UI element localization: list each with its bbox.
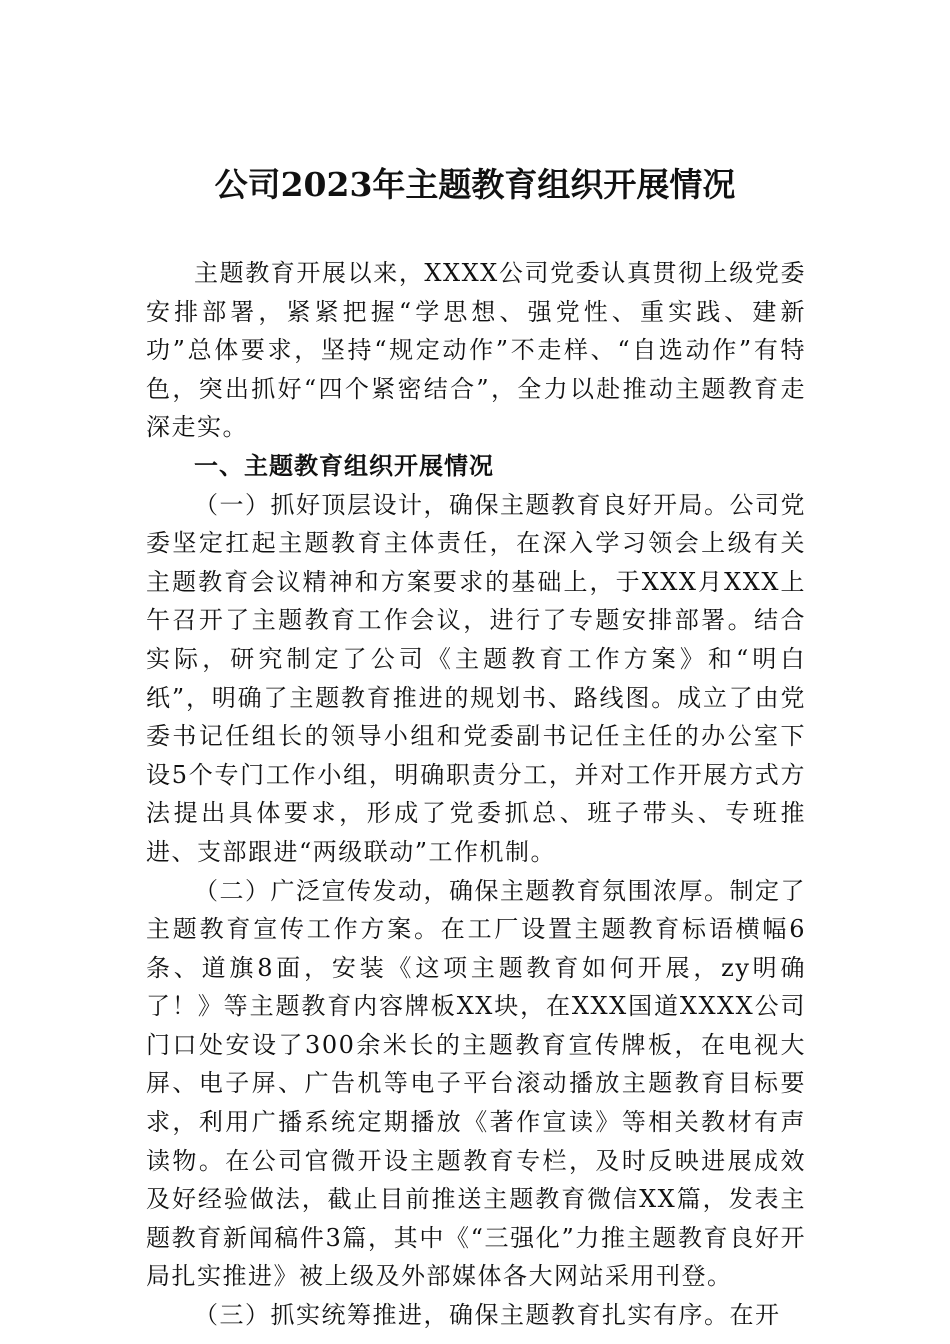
intro-paragraph: 主题教育开展以来，XXXX公司党委认真贯彻上级党委安排部署，紧紧把握“学思想、强党性、重实践、建新功”总体要求，坚持“规定动作”不走样、“自选动作”有特色，突出抓好“四个紧密结合”，全力以赴推动主题教育走深走实。 bbox=[146, 259, 806, 442]
paragraph-top-level-design: （一）抓好顶层设计，确保主题教育良好开局。公司党委坚定扛起主题教育主体责任，在深入学习领会上级有关主题教育会议精神和方案要求的基础上，于XXX月XXX上午召开了主题教育工作会议，进行了专题安排部署。结合实际，研究制定了公司《主题教育工作方案》和“明白纸”，明确了主题教育推进的规划书、路线图。成立了由党委书记任组长的领导小组和党委副书记任主任的办公室下设5个专门工作小组，明确职责分工，并对工作开展方式方法提出具体要求，形成了党委抓总、班子带头、专班推进、支部跟进“两级联动”工作机制。 bbox=[146, 490, 806, 866]
document-body bbox=[146, 254, 806, 1335]
paragraph-coordination: （三）抓实统筹推进，确保主题教育扎实有序。在开 bbox=[194, 1301, 781, 1330]
section-heading: 一、主题教育组织开展情况 bbox=[194, 451, 494, 480]
document-title: 公司2023年主题教育组织开展情况 bbox=[214, 165, 736, 204]
paragraph-publicity: （二）广泛宣传发动，确保主题教育氛围浓厚。制定了主题教育宣传工作方案。在工厂设置主题教育标语横幅6条、道旗8面，安装《这项主题教育如何开展，zy明确了！》等主题教育内容牌板XX块，在XXX国道XXXX公司门口处安设了300余米长的主题教育宣传牌板，在电视大屏、电子屏、广告机等电子平台滚动播放主题教育目标要求，利用广播系统定期播放《著作宣读》等相关教材有声读物。在公司官微开设主题教育专栏，及时反映进展成效及好经验做法，截止目前推送主题教育微信XX篇，发表主题教育新闻稿件3篇，其中《“三强化”力推主题教育良好开局扎实推进》被上级及外部媒体各大网站采用刊登。 bbox=[146, 876, 806, 1291]
